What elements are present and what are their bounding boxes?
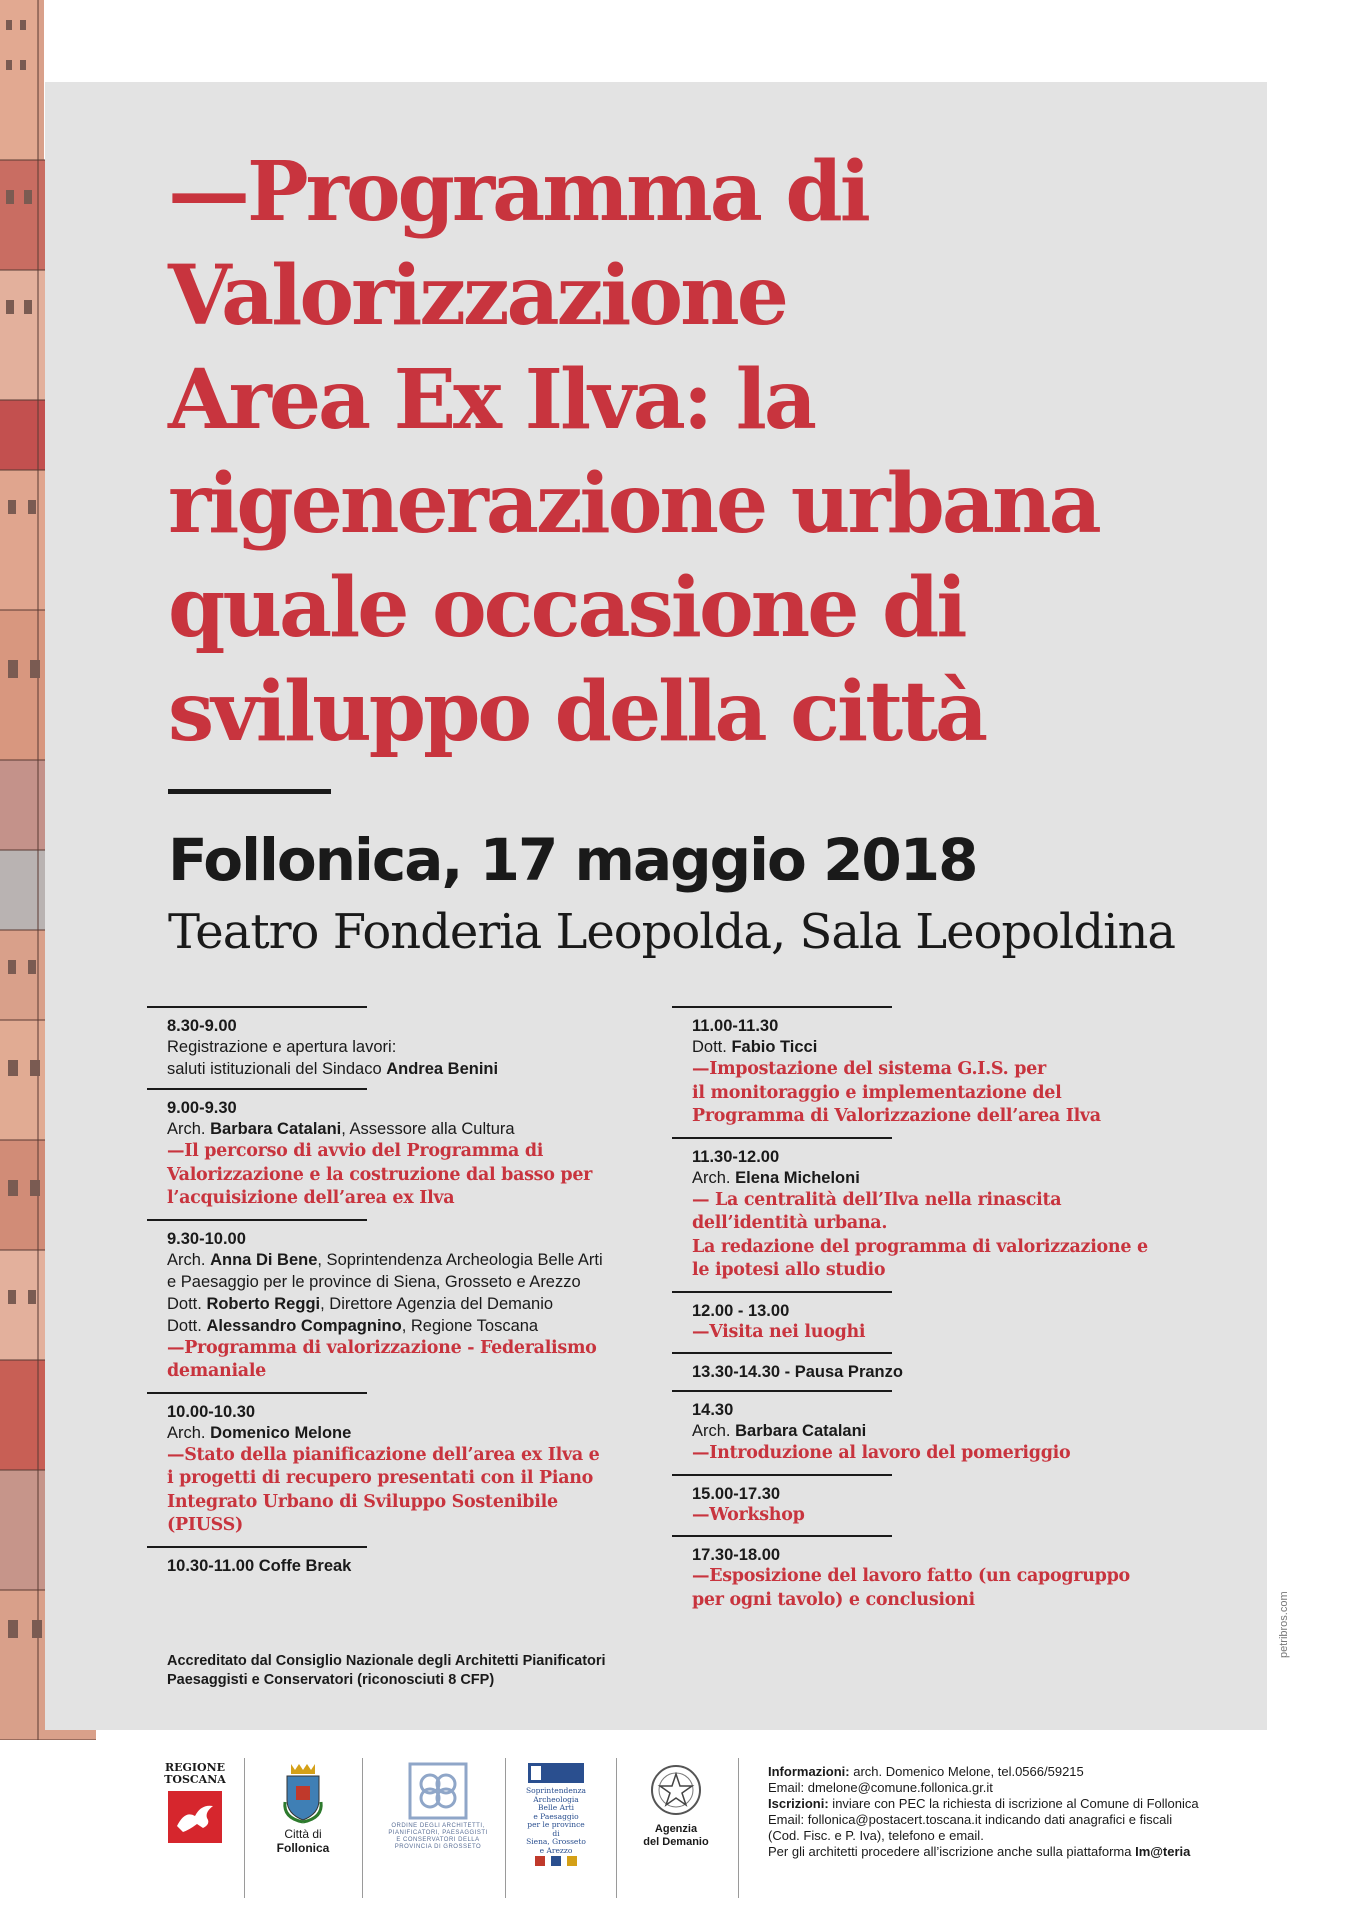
speaker-prefix: Arch.: [692, 1422, 736, 1440]
item-time: 11.30-12.00: [692, 1147, 780, 1166]
agenzia-demanio-logo: [636, 1762, 716, 1849]
item-divider: [672, 1352, 892, 1354]
regione-logo-line: TOSCANA: [164, 1773, 226, 1786]
talk-title-line: —Stato della pianificazione dell’area ex Ilva e: [167, 1444, 600, 1465]
title-divider: [168, 789, 331, 794]
iscrizioni-label: Iscrizioni:: [768, 1796, 829, 1811]
designer-credit: petribros.com: [1278, 1591, 1290, 1658]
item-speaker: [167, 1315, 677, 1337]
title-line: sviluppo della città: [168, 664, 986, 760]
accreditation-note: [167, 1652, 647, 1690]
title-line: Area Ex Ilva: la: [168, 352, 814, 448]
title-line: quale occasione di: [168, 560, 965, 656]
soprintendenza-logo-line: per le province di: [527, 1820, 585, 1838]
item-speaker: [167, 1293, 677, 1315]
talk-title-line: —Workshop: [692, 1504, 805, 1525]
ordine-architetti-logo: [384, 1762, 492, 1851]
speaker-prefix: Arch.: [692, 1168, 736, 1187]
info-cod: (Cod. Fisc. e P. Iva), telefono e email.: [768, 1828, 984, 1843]
soprintendenza-logo-line: Archeologia: [533, 1794, 579, 1804]
accreditation-line: Accreditato dal Consiglio Nazionale degli Architetti Pianificatori: [167, 1653, 606, 1669]
demanio-logo-line: del Demanio: [643, 1836, 709, 1848]
info-email[interactable]: Email: dmelone@comune.follonica.gr.it: [768, 1780, 993, 1795]
imateria-link[interactable]: Im@teria: [1135, 1844, 1191, 1859]
talk-title-line: Programma di Valorizzazione dell’area Ilva: [692, 1106, 1101, 1126]
soprintendenza-logo-line: Soprintendenza: [525, 1786, 587, 1795]
comune-follonica-logo: [268, 1762, 338, 1855]
city-crest-icon: [281, 1762, 325, 1824]
talk-title-line: Integrato Urbano di Sviluppo Sostenibile: [167, 1491, 558, 1512]
republic-emblem-icon: [648, 1762, 704, 1820]
talk-title-line: Valorizzazione e la costruzione dal basso per: [167, 1164, 593, 1185]
event-title: [168, 140, 1168, 764]
item-divider: [147, 1392, 367, 1394]
demanio-logo-line: Agenzia: [654, 1823, 698, 1835]
item-speaker: [167, 1249, 677, 1271]
speaker-name: Barbara Catalani: [735, 1422, 867, 1440]
talk-title-line: —Visita nei luoghi: [692, 1321, 866, 1342]
program-item: [672, 1352, 1192, 1382]
ordine-logo-line: PROVINCIA DI GROSSETO: [394, 1844, 482, 1850]
ordine-logo-line: PIANIFICATORI, PAESAGGISTI: [388, 1830, 488, 1836]
item-speaker: [692, 1167, 1192, 1189]
speaker-prefix: Dott.: [167, 1316, 207, 1335]
item-time: 10.30-11.00 Coffe Break: [167, 1556, 352, 1575]
program-item: [147, 1546, 677, 1576]
ordine-emblem-icon: [408, 1762, 468, 1820]
program-item: [147, 1088, 677, 1211]
talk-title-line: demaniale: [167, 1361, 267, 1381]
speaker-name: Barbara Catalani: [210, 1120, 342, 1138]
event-venue: Teatro Fonderia Leopolda, Sala Leopoldina: [168, 904, 1176, 960]
iscrizioni-text: inviare con PEC la richiesta di iscrizione al Comune di Follonica: [828, 1796, 1199, 1811]
item-time: 9.00-9.30: [167, 1099, 237, 1117]
contact-info: [768, 1764, 1288, 1860]
ordine-logo-line: ORDINE DEGLI ARCHITETTI,: [391, 1823, 485, 1829]
info-pec-email[interactable]: Email: follonica@postacert.toscana.it indicando dati anagrafici e fiscali: [768, 1812, 1173, 1827]
pegasus-icon: [167, 1790, 223, 1844]
item-time: 9.30-10.00: [167, 1229, 246, 1248]
talk-title-line: — La centralità dell’Ilva nella rinascita: [692, 1189, 1062, 1210]
speaker-role: , Direttore Agenzia del Demanio: [320, 1294, 554, 1313]
info-label: Informazioni:: [768, 1764, 850, 1779]
program-item: [672, 1390, 1192, 1466]
comune-logo-line: Città di: [284, 1827, 322, 1841]
speaker-prefix: Dott.: [692, 1038, 732, 1056]
speaker-name: Roberto Reggi: [206, 1294, 321, 1313]
ministry-emblem-icon: [527, 1762, 585, 1784]
province-crests-icon: [527, 1855, 585, 1867]
speaker-name: Anna Di Bene: [210, 1250, 318, 1269]
info-line-6: [768, 1844, 1288, 1860]
speaker-name: Fabio Ticci: [731, 1038, 818, 1056]
talk-title-line: —Il percorso di avvio del Programma di: [167, 1141, 544, 1161]
talk-title-line: —Introduzione al lavoro del pomeriggio: [692, 1443, 1071, 1463]
item-divider: [672, 1390, 892, 1392]
soprintendenza-logo-line: e Paesaggio: [533, 1811, 579, 1821]
item-time: 10.00-10.30: [167, 1402, 256, 1421]
soprintendenza-logo-line: e Arezzo: [539, 1845, 573, 1855]
program-item: [672, 1474, 1192, 1528]
program-item: [147, 1006, 677, 1080]
regione-toscana-logo: [160, 1762, 230, 1847]
speaker-name: Elena Micheloni: [735, 1168, 860, 1187]
item-divider: [672, 1137, 892, 1139]
item-time: 17.30-18.00: [692, 1546, 781, 1564]
event-date: Follonica, 17 maggio 2018: [168, 826, 977, 894]
talk-title-line: (PIUSS): [167, 1515, 243, 1535]
item-speaker: [167, 1422, 677, 1444]
item-divider: [672, 1291, 892, 1293]
item-speaker: [167, 1271, 677, 1293]
info-text: arch. Domenico Melone, tel.0566/59215: [849, 1764, 1084, 1779]
item-speaker: [167, 1118, 677, 1140]
item-divider: [147, 1546, 367, 1548]
speaker-prefix: e Paesaggio per le province di Siena, Grosseto e Arezzo: [167, 1272, 581, 1291]
item-divider: [672, 1474, 892, 1476]
item-divider: [147, 1219, 367, 1221]
talk-title-line: i progetti di recupero presentati con il Piano: [167, 1468, 594, 1488]
program-column-right: [672, 1006, 1192, 1620]
soprintendenza-logo-line: Siena, Grosseto: [526, 1837, 586, 1846]
title-line: —Programma di: [168, 144, 868, 240]
program-item: [147, 1219, 677, 1384]
speaker-role: , Assessore alla Cultura: [341, 1120, 515, 1138]
item-divider: [147, 1088, 367, 1090]
speaker-prefix: Arch.: [167, 1423, 211, 1442]
item-time: 8.30-9.00: [167, 1017, 237, 1035]
speaker-prefix: Arch.: [167, 1120, 211, 1138]
program-item: [672, 1535, 1192, 1612]
speaker-prefix: Arch.: [167, 1250, 211, 1269]
item-divider: [672, 1535, 892, 1537]
program-item: [672, 1006, 1192, 1129]
soprintendenza-logo-line: Belle Arti: [538, 1803, 574, 1812]
item-speaker: [167, 1036, 677, 1058]
regione-logo-line: REGIONE: [164, 1761, 226, 1774]
item-speaker: [167, 1058, 677, 1080]
speaker-role: , Soprintendenza Archeologia Belle Arti: [317, 1250, 603, 1269]
regione-logo-text: [160, 1762, 230, 1786]
talk-title-line: —Impostazione del sistema G.I.S. per: [692, 1059, 1046, 1079]
title-line: Valorizzazione: [168, 248, 786, 344]
item-divider: [672, 1006, 892, 1008]
item-speaker: [692, 1036, 1192, 1058]
arch-text: Per gli architetti procedere all’iscrizione anche sulla piattaforma: [768, 1844, 1136, 1859]
item-time: 14.30: [692, 1401, 734, 1419]
talk-title-line: —Esposizione del lavoro fatto (un capogruppo: [692, 1566, 1130, 1586]
talk-title-line: —Programma di valorizzazione - Federalismo: [167, 1337, 597, 1358]
soprintendenza-logo: [524, 1762, 588, 1870]
talk-title-line: le ipotesi allo studio: [692, 1260, 886, 1280]
item-divider: [147, 1006, 367, 1008]
program-column-left: [147, 1006, 677, 1584]
speaker-name: Andrea Benini: [386, 1060, 499, 1078]
footer-logos: [0, 1740, 1347, 1905]
speaker-prefix: saluti istituzionali del Sindaco: [167, 1060, 387, 1078]
speaker-prefix: Dott.: [167, 1294, 207, 1313]
item-time: 12.00 - 13.00: [692, 1301, 790, 1320]
talk-title-line: La redazione del programma di valorizzazione e: [692, 1236, 1148, 1257]
item-speaker: [692, 1420, 1192, 1442]
talk-title-line: per ogni tavolo) e conclusioni: [692, 1589, 975, 1610]
item-time: 11.00-11.30: [692, 1017, 779, 1035]
info-line-1: [768, 1764, 1288, 1780]
accreditation-line: Paesaggisti e Conservatori (riconosciuti 8 CFP): [167, 1672, 495, 1688]
speaker-name: Alessandro Compagnino: [206, 1316, 402, 1335]
program-item: [672, 1137, 1192, 1283]
item-time: 15.00-17.30: [692, 1484, 781, 1503]
comune-logo-line: Follonica: [276, 1841, 330, 1855]
speaker-role: , Regione Toscana: [401, 1316, 539, 1335]
speaker-prefix: Registrazione e apertura lavori:: [167, 1038, 397, 1056]
talk-title-line: dell’identità urbana.: [692, 1213, 888, 1233]
program-item: [147, 1392, 677, 1538]
talk-title-line: l’acquisizione dell’area ex Ilva: [167, 1188, 455, 1208]
info-line-3: [768, 1796, 1288, 1812]
speaker-name: Domenico Melone: [210, 1423, 352, 1442]
item-time: 13.30-14.30 - Pausa Pranzo: [692, 1363, 903, 1381]
program-item: [672, 1291, 1192, 1345]
title-line: rigenerazione urbana: [168, 456, 1099, 552]
ordine-logo-line: E CONSERVATORI DELLA: [396, 1837, 480, 1843]
talk-title-line: il monitoraggio e implementazione del: [692, 1082, 1062, 1103]
